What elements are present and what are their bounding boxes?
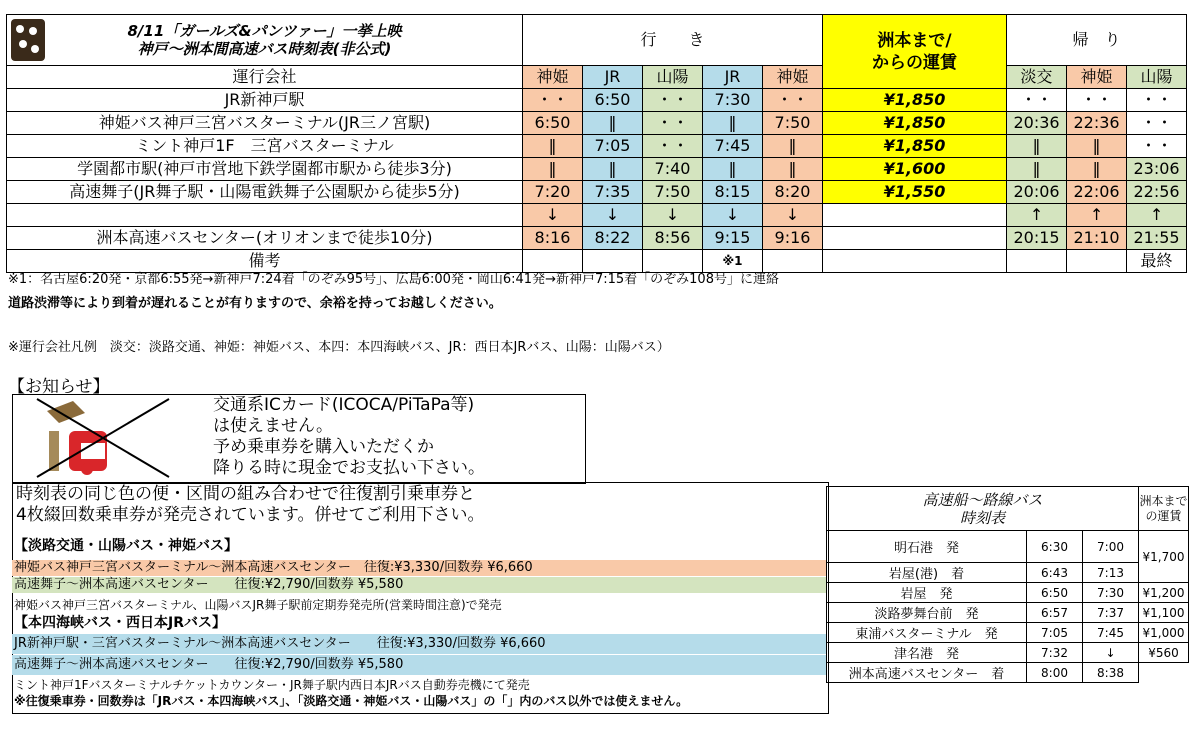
fare-value: ¥1,850 <box>823 135 1007 158</box>
return-time: 最終 <box>1127 250 1187 273</box>
ic-line-4: 降りる時に現金でお支払い下さい。 <box>213 458 485 478</box>
fare-value: ¥1,850 <box>823 112 1007 135</box>
outbound-time: ‖ <box>763 158 823 181</box>
group1-fare-1: 神姫バス神戸三宮バスターミナル～洲本高速バスセンター 往復:¥3,330/回数券 ¥6,660 <box>12 560 827 576</box>
return-time: ‖ <box>1007 135 1067 158</box>
group1-heading: 【淡路交通・山陽バス・神姫バス】 <box>14 538 238 554</box>
outbound-time: 7:30 <box>703 89 763 112</box>
ticket-warning: ※往復乗車券・回数券は「JRバス・本四海峡バス」、「淡路交通・神姫バス・山陽バス」の「」内のバス以外では使えません。 <box>14 694 689 708</box>
stop-name: 高速舞子(JR舞子駅・山陽電鉄舞子公園駅から徒歩5分) <box>7 181 523 204</box>
timetable-row <box>7 89 1187 112</box>
return-time: ‖ <box>1067 158 1127 181</box>
outbound-time: ・・ <box>643 89 703 112</box>
ic-notice-box <box>12 394 586 484</box>
discount-intro <box>16 484 484 526</box>
stop-name <box>7 204 523 227</box>
note-3: ※運行会社凡例 淡交：淡路交通、神姫：神姫バス、本四：本四海峡バス、JR：西日本JRバス、山陽：山陽バス） <box>8 340 670 355</box>
fare-header-line2: からの運賃 <box>872 52 958 73</box>
return-time: 23:06 <box>1127 158 1187 181</box>
ferry-time-1: 6:50 <box>1027 583 1083 603</box>
ferry-fare: ¥1,000 <box>1139 623 1189 643</box>
ferry-time-1: 7:32 <box>1027 643 1083 663</box>
group2-fare-2: 高速舞子～洲本高速バスセンター 往復:¥2,790/回数券 ¥5,580 <box>12 655 827 675</box>
outbound-time: 7:45 <box>703 135 763 158</box>
ferry-time-2: 8:38 <box>1083 663 1139 683</box>
return-time <box>1067 250 1127 273</box>
fare-header-line1: 洲本まで/ <box>877 30 952 51</box>
ferry-stop: 津名港 発 <box>827 643 1027 663</box>
outbound-time: ↓ <box>703 204 763 227</box>
fare-value <box>823 227 1007 250</box>
return-time: 21:55 <box>1127 227 1187 250</box>
outbound-time: 6:50 <box>523 112 583 135</box>
stop-name: ミント神戸1F 三宮バスターミナル <box>7 135 523 158</box>
return-header: 帰 り <box>1007 15 1187 66</box>
return-time: ↑ <box>1007 204 1067 227</box>
stop-name: 神姫バス神戸三宮バスターミナル(JR三ノ宮駅) <box>7 112 523 135</box>
fare-value: ¥1,850 <box>823 89 1007 112</box>
outbound-time: ・・ <box>643 112 703 135</box>
outbound-time: 7:35 <box>583 181 643 204</box>
ferry-time-2: ↓ <box>1083 643 1139 663</box>
group2-sales: ミント神戸1Fバスターミナルチケットカウンター・JR舞子駅内西日本JRバス自動券売機にて発売 <box>14 678 530 692</box>
ferry-stop: 洲本高速バスセンター 着 <box>827 663 1027 683</box>
ferry-title <box>827 487 1139 531</box>
notice-heading: 【お知らせ】 <box>8 377 110 397</box>
ferry-fare-head-2: の運賃 <box>1145 508 1182 523</box>
ferry-stop: 岩屋(港) 着 <box>827 563 1027 583</box>
outbound-time: 9:16 <box>763 227 823 250</box>
return-time: ・・ <box>1007 89 1067 112</box>
op-out-2: JR <box>583 66 643 89</box>
return-time: 22:36 <box>1067 112 1127 135</box>
return-time: 20:06 <box>1007 181 1067 204</box>
ferry-fare-head-1: 洲本まで <box>1139 493 1188 508</box>
outbound-time: 8:16 <box>523 227 583 250</box>
logo-icon <box>11 19 45 61</box>
return-time: ↑ <box>1127 204 1187 227</box>
outbound-time: ↓ <box>523 204 583 227</box>
return-time: ・・ <box>1127 112 1187 135</box>
timetable-row <box>7 112 1187 135</box>
ferry-fare-header <box>1139 487 1189 531</box>
outbound-time: ‖ <box>583 112 643 135</box>
ferry-time-2: 7:45 <box>1083 623 1139 643</box>
outbound-time: ‖ <box>763 135 823 158</box>
ferry-time-2: 7:13 <box>1083 563 1139 583</box>
ferry-time-1: 6:30 <box>1027 531 1083 563</box>
return-time: ・・ <box>1127 135 1187 158</box>
timetable-title <box>7 15 523 66</box>
outbound-time: 8:22 <box>583 227 643 250</box>
ferry-time-1: 7:05 <box>1027 623 1083 643</box>
ferry-timetable <box>826 486 1189 683</box>
return-time: ・・ <box>1127 89 1187 112</box>
ferry-time-2: 7:00 <box>1083 531 1139 563</box>
outbound-time: ‖ <box>523 158 583 181</box>
ic-card-icon <box>33 397 173 479</box>
outbound-time: ‖ <box>583 158 643 181</box>
ferry-time-1: 8:00 <box>1027 663 1083 683</box>
ferry-stop: 淡路夢舞台前 発 <box>827 603 1027 623</box>
discount-intro-2: 4枚綴回数乗車券が発売されています。併せてご利用下さい。 <box>16 505 485 525</box>
stop-name: 備考 <box>7 250 523 273</box>
ferry-stop: 岩屋 発 <box>827 583 1027 603</box>
discount-intro-1: 時刻表の同じ色の便・区間の組み合わせで往復割引乗車券と <box>16 484 475 504</box>
op-ret-2: 神姫 <box>1067 66 1127 89</box>
outbound-time: 6:50 <box>583 89 643 112</box>
fare-value: ¥1,600 <box>823 158 1007 181</box>
return-time: 20:15 <box>1007 227 1067 250</box>
group1-sales: 神姫バス神戸三宮バスターミナル、山陽バスJR舞子駅前定期券発売所(営業時間注意)で発売 <box>14 598 502 612</box>
timetable-row <box>7 135 1187 158</box>
ic-line-2: は使えません。 <box>213 416 334 436</box>
return-time: ・・ <box>1067 89 1127 112</box>
ferry-fare-top: ¥1,700 <box>1139 531 1189 583</box>
outbound-time: 7:50 <box>643 181 703 204</box>
ferry-row <box>827 603 1189 623</box>
outbound-time: ・・ <box>523 89 583 112</box>
outbound-time: 9:15 <box>703 227 763 250</box>
group2-fare-1: JR新神戸駅・三宮バスターミナル～洲本高速バスセンター 往復:¥3,330/回数券 ¥6,660 <box>12 634 827 654</box>
outbound-time: ↓ <box>643 204 703 227</box>
timetable <box>6 14 1187 273</box>
ferry-time-1: 6:57 <box>1027 603 1083 623</box>
return-time <box>1007 250 1067 273</box>
outbound-time: 8:56 <box>643 227 703 250</box>
stop-name: 洲本高速バスセンター(オリオンまで徒歩10分) <box>7 227 523 250</box>
ic-line-3: 予め乗車券を購入いただくか <box>213 437 434 457</box>
stop-name: JR新神戸駅 <box>7 89 523 112</box>
fare-value: ¥1,550 <box>823 181 1007 204</box>
note-2: 道路渋滞等により到着が遅れることが有りますので、余裕を持ってお越しください。 <box>8 296 502 311</box>
ferry-row <box>827 663 1189 683</box>
op-out-5: 神姫 <box>763 66 823 89</box>
outbound-time: ※1 <box>703 250 763 273</box>
outbound-header: 行 き <box>523 15 823 66</box>
ferry-fare: ¥1,100 <box>1139 603 1189 623</box>
return-time: ‖ <box>1067 135 1127 158</box>
op-out-4: JR <box>703 66 763 89</box>
ferry-row <box>827 623 1189 643</box>
ferry-title-1: 高速船～路線バス <box>922 490 1043 509</box>
return-time: 20:36 <box>1007 112 1067 135</box>
stop-name: 学園都市駅(神戸市営地下鉄学園都市駅から徒歩3分) <box>7 158 523 181</box>
outbound-time: ・・ <box>763 89 823 112</box>
ferry-title-2: 時刻表 <box>960 508 1006 527</box>
outbound-time: 8:15 <box>703 181 763 204</box>
operator-label: 運行会社 <box>7 66 523 89</box>
ferry-time-1: 6:43 <box>1027 563 1083 583</box>
return-time: 22:56 <box>1127 181 1187 204</box>
return-time: ↑ <box>1067 204 1127 227</box>
note-1: ※1：名古屋6:20発・京都6:55発→新神戸7:24着「のぞみ95号」、広島6:00発・岡山6:41発→新神戸7:15着「のぞみ108号」に連絡 <box>8 272 779 287</box>
timetable-row <box>7 181 1187 204</box>
ferry-time-2: 7:30 <box>1083 583 1139 603</box>
ferry-row <box>827 563 1189 583</box>
ferry-row <box>827 643 1189 663</box>
ferry-fare: ¥560 <box>1139 643 1189 663</box>
outbound-time: ↓ <box>763 204 823 227</box>
op-ret-1: 淡交 <box>1007 66 1067 89</box>
group1-fare-2: 高速舞子～洲本高速バスセンター 往復:¥2,790/回数券 ¥5,580 <box>12 577 827 593</box>
title-line1: 8/11「ガールズ&パンツァー」一挙上映 <box>127 22 402 40</box>
outbound-time: ・・ <box>643 135 703 158</box>
timetable-row <box>7 204 1187 227</box>
return-time: 22:06 <box>1067 181 1127 204</box>
outbound-time: 7:40 <box>643 158 703 181</box>
op-ret-3: 山陽 <box>1127 66 1187 89</box>
fare-value <box>823 250 1007 273</box>
ferry-time-2: 7:37 <box>1083 603 1139 623</box>
op-out-1: 神姫 <box>523 66 583 89</box>
ferry-fare: ¥1,200 <box>1139 583 1189 603</box>
fare-value <box>823 204 1007 227</box>
outbound-time: 7:20 <box>523 181 583 204</box>
outbound-time: 7:50 <box>763 112 823 135</box>
group2-heading: 【本四海峡バス・西日本JRバス】 <box>14 615 226 631</box>
ferry-stop: 東浦バスターミナル 発 <box>827 623 1027 643</box>
ic-notice-text <box>213 395 485 479</box>
op-out-3: 山陽 <box>643 66 703 89</box>
title-line2: 神戸～洲本間高速バス時刻表(非公式) <box>137 40 392 58</box>
return-time: ‖ <box>1007 158 1067 181</box>
outbound-time: ‖ <box>703 112 763 135</box>
return-time: 21:10 <box>1067 227 1127 250</box>
ferry-row <box>827 531 1189 563</box>
outbound-time: ‖ <box>523 135 583 158</box>
ferry-stop: 明石港 発 <box>827 531 1027 563</box>
timetable-row <box>7 227 1187 250</box>
outbound-time: 7:05 <box>583 135 643 158</box>
outbound-time: 8:20 <box>763 181 823 204</box>
timetable-row <box>7 158 1187 181</box>
outbound-time: ‖ <box>703 158 763 181</box>
outbound-time: ↓ <box>583 204 643 227</box>
fare-header <box>823 15 1007 89</box>
ferry-row <box>827 583 1189 603</box>
ic-line-1: 交通系ICカード(ICOCA/PiTaPa等) <box>213 395 475 415</box>
